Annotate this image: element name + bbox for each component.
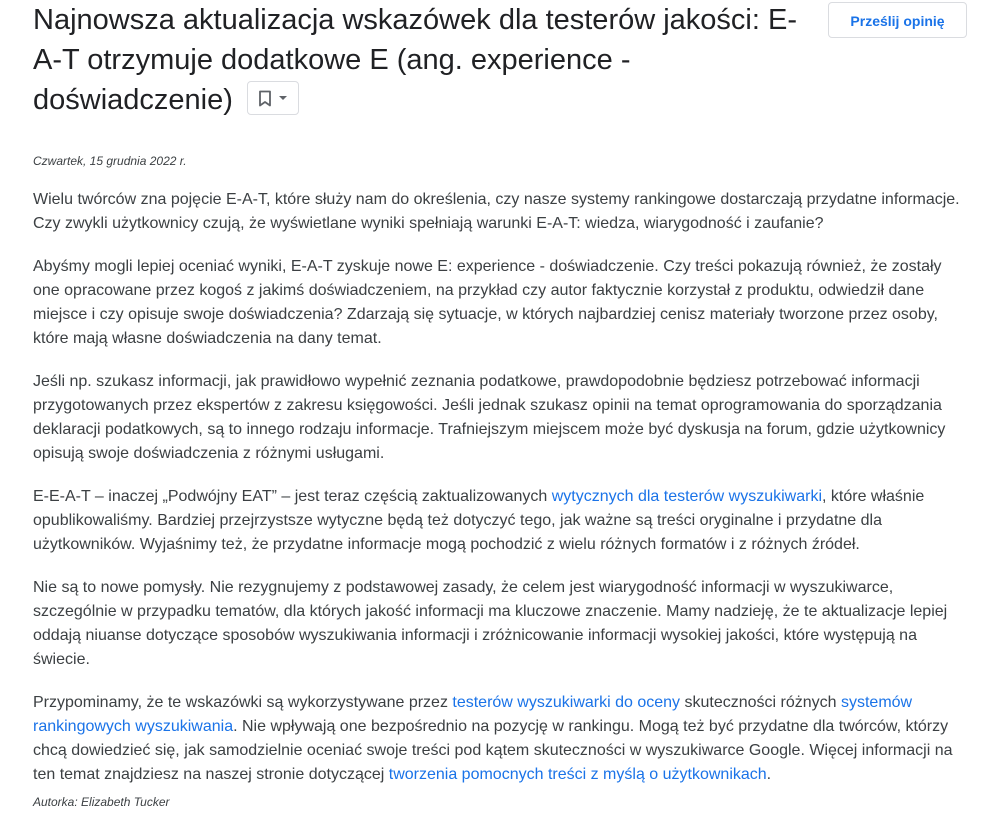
paragraph-1: Wielu twórców zna pojęcie E-A-T, które służy nam do określenia, czy nasze systemy rankingowe dostarczają przydatne informacje. Czy zwykli użytkownicy czują, że wyświetlane wyniki spełniają warunki E-A-T: wiedza, wiarygodność i zaufanie? xyxy=(33,191,960,232)
paragraph-6-text-4: . xyxy=(766,766,772,783)
paragraph-4-text-start: E-E-A-T – inaczej „Podwójny EAT” – jest teraz częścią zaktualizowanych xyxy=(33,488,552,505)
paragraph-5: Nie są to nowe pomysły. Nie rezygnujemy z podstawowej zasady, że celem jest wiarygodność informacji w wyszukiwarce, szczególnie w przypadku tematów, dla których jakość informacji ma kluczowe znaczenie. Mamy nadzieję, że te aktualizacje lepiej oddają niuanse dotyczące sposobów wyszukiwania informacji i zróżnicowanie informacji wysokiej jakości, które występują na świecie. xyxy=(33,579,948,668)
paragraph-3: Jeśli np. szukasz informacji, jak prawidłowo wypełnić zeznania podatkowe, prawdopodobnie będziesz potrzebować informacji przygotowanych przez ekspertów z zakresu księgowości. Jeśli jednak szukasz opinii na temat oprogramowania do sporządzania deklaracji podatkowych, są to innego rodzaju informacje. Trafniejszym miejscem może być dyskusja na forum, gdzie użytkownicy opisują swoje doświadczenia z różnymi usługami. xyxy=(33,373,946,462)
ranking-systems-link[interactable]: systemów rankingowych wyszukiwania xyxy=(33,694,913,735)
page-title xyxy=(33,0,823,120)
article-body xyxy=(33,188,963,806)
paragraph-6-text-2: skuteczności różnych xyxy=(680,694,841,711)
paragraph-6-text-1: Przypominamy, że te wskazówki są wykorzystywane przez xyxy=(33,694,453,711)
author-byline: Autorka: Elizabeth Tucker xyxy=(33,795,170,809)
bookmark-icon xyxy=(258,90,272,107)
paragraph-4 xyxy=(33,485,963,557)
caret-down-icon xyxy=(278,95,288,101)
paragraph-4-text-end: , które właśnie opublikowaliśmy. Bardziej przejrzystsze wytyczne będą też dotyczyć tego, jak ważne są treści oryginalne i przydatne dla użytkowników. Wyjaśnimy też, że przydatne informacje mogą pochodzić z wielu różnych formatów i z różnych źródeł. xyxy=(33,488,925,553)
send-feedback-button[interactable]: Prześlij opinię xyxy=(828,2,967,38)
page-title-text: Najnowsza aktualizacja wskazówek dla testerów jakości: E-A-T otrzymuje dodatkowe E (ang. experience - doświadczenie) xyxy=(33,4,797,116)
rater-guidelines-link[interactable]: wytycznych dla testerów wyszukiwarki xyxy=(551,488,823,505)
search-raters-link[interactable]: testerów wyszukiwarki do oceny xyxy=(452,694,681,711)
paragraph-2: Abyśmy mogli lepiej oceniać wyniki, E-A-T zyskuje nowe E: experience - doświadczenie. Czy treści pokazują również, że zostały one opracowane przez kogoś z jakimś doświadczeniem, na przykład czy autor faktycznie korzystał z produktu, odwiedził dane miejsce i czy opisuje swoje doświadczenia? Zdarzają się sytuacje, w których najbardziej cenisz materiały tworzone przez osoby, które mają własne doświadczenia na dany temat. xyxy=(33,258,942,347)
paragraph-6-text-3: . Nie wpływają one bezpośrednio na pozycję w rankingu. Mogą też być przydatne dla twórców, którzy chcą dowiedzieć się, jak samodzielnie oceniać swoje treści pod kątem skuteczności w wyszukiwarce Google. Więcej informacji na ten temat znajdziesz na naszej stronie dotyczącej xyxy=(33,718,953,783)
paragraph-6 xyxy=(33,691,963,787)
helpful-content-link[interactable]: tworzenia pomocnych treści z myślą o użytkownikach xyxy=(388,766,767,783)
publish-date: Czwartek, 15 grudnia 2022 r. xyxy=(33,154,187,168)
bookmark-button[interactable] xyxy=(247,81,299,115)
